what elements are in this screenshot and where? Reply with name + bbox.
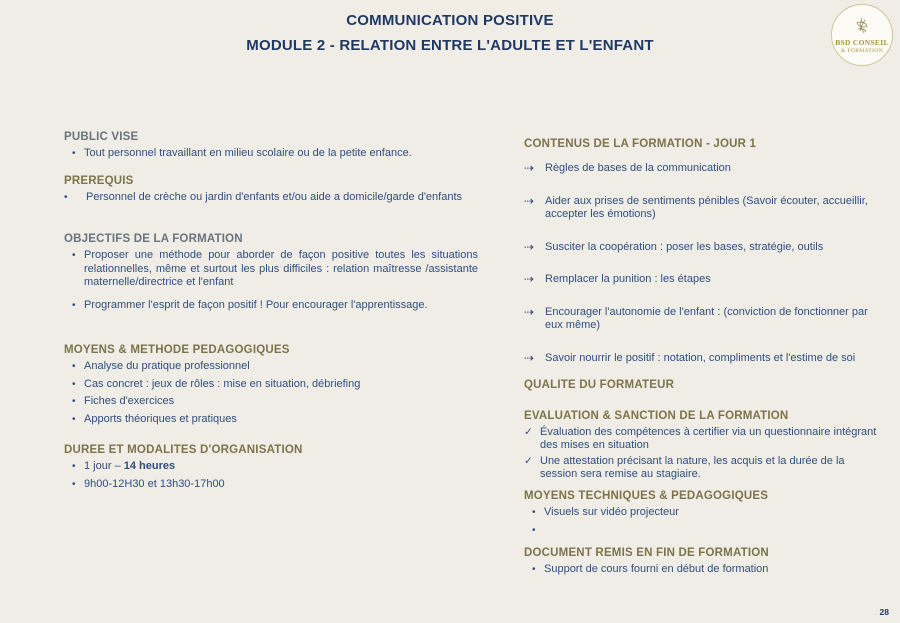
logo-subtitle: & FORMATION	[840, 47, 884, 54]
logo-emblem-icon	[853, 17, 871, 37]
list-item: • Programmer l'esprit de façon positif ! Pour encourager l'apprentissage.	[72, 298, 428, 311]
section-duree	[64, 444, 478, 491]
section-document-remis	[524, 547, 882, 577]
section-evaluation	[524, 410, 882, 481]
dashed-arrow-icon: ⇢	[524, 272, 535, 286]
section-title-qualite: QUALITE DU FORMATEUR	[524, 379, 675, 391]
bullet-icon: •	[72, 461, 76, 472]
list-item: ⇢ Aider aux prises de sentiments pénibles (Savoir écouter, accueillir, accepter les émotions)	[524, 193, 868, 220]
dashed-arrow-icon: ⇢	[524, 350, 535, 365]
bullet-icon: •	[532, 564, 536, 575]
dashed-arrow-icon: ⇢	[524, 193, 535, 208]
section-title-public-vise: PUBLIC VISE	[64, 131, 139, 143]
list-item: ⇢ Susciter la coopération : poser les bases, stratégie, outils	[524, 239, 824, 254]
section-title-moyens-methode: MOYENS & METHODE PEDAGOGIQUES	[64, 344, 290, 356]
section-title-document-remis: DOCUMENT REMIS EN FIN DE FORMATION	[524, 547, 769, 559]
bullet-icon: •	[532, 524, 536, 536]
list-item: ⇢ Encourager l'autonomie de l'enfant : (conviction de fonctionner par eux même)	[524, 304, 868, 331]
list-item: ⇢ Remplacer la punition : les étapes	[524, 272, 711, 286]
section-title-contenus: CONTENUS DE LA FORMATION - JOUR 1	[524, 138, 757, 150]
list-item: • Tout personnel travaillant en milieu scolaire ou de la petite enfance.	[72, 147, 412, 159]
section-title-moyens-techniques: MOYENS TECHNIQUES & PEDAGOGIQUES	[524, 490, 769, 502]
section-moyens-methode	[64, 344, 478, 426]
bullet-icon: •	[72, 250, 76, 261]
duree-hours: 14 heures	[123, 460, 176, 472]
section-prerequis	[64, 175, 478, 205]
section-objectifs	[64, 233, 478, 312]
bullet-icon: •	[532, 507, 536, 518]
list-item	[524, 524, 882, 538]
page-title: COMMUNICATION POSITIVE	[346, 12, 554, 29]
bullet-icon: •	[72, 148, 76, 159]
dashed-arrow-icon: ⇢	[524, 239, 535, 254]
bullet-icon: •	[72, 378, 76, 390]
bullet-icon: •	[72, 361, 76, 372]
list-item: ✓ Évaluation des compétences à certifier via un questionnaire intégrant des mises en situation	[524, 426, 877, 451]
bsd-conseil-logo	[831, 4, 893, 66]
list-item: • Personnel de crèche ou jardin d'enfants et/ou aide a domicile/garde d'enfants	[64, 191, 463, 203]
dashed-arrow-icon: ⇢	[524, 161, 535, 175]
bullet-icon: •	[72, 413, 76, 425]
bullet-icon: •	[64, 192, 68, 203]
section-title-objectifs: OBJECTIFS DE LA FORMATION	[64, 233, 243, 245]
section-title-duree: DUREE ET MODALITES D'ORGANISATION	[64, 444, 303, 456]
list-item	[64, 460, 478, 474]
header	[0, 8, 900, 58]
checkmark-icon: ✓	[524, 426, 533, 438]
duree-text: 1 jour –	[84, 460, 124, 472]
dashed-arrow-icon: ⇢	[524, 304, 535, 319]
list-item: • Support de cours fourni en début de formation	[532, 563, 769, 575]
list-item: • Apports théoriques et pratiques	[72, 412, 237, 425]
section-contenus	[524, 138, 882, 365]
bullet-icon: •	[72, 396, 76, 407]
section-title-evaluation: EVALUATION & SANCTION DE LA FORMATION	[524, 410, 789, 422]
list-item: • Fiches d'exercices	[72, 395, 175, 407]
list-item: • Visuels sur vidéo projecteur	[532, 506, 679, 518]
section-qualite	[524, 379, 882, 395]
section-title-prerequis: PREREQUIS	[64, 175, 134, 187]
section-public-vise	[64, 131, 478, 161]
list-item: • Analyse du pratique professionnel	[72, 360, 250, 372]
list-item: • Cas concret : jeux de rôles : mise en situation, débriefing	[72, 377, 361, 390]
checkmark-icon: ✓	[524, 455, 533, 467]
list-item: • 9h00-12H30 et 13h30-17h00	[72, 477, 225, 490]
logo-name: BSD CONSEIL	[835, 37, 889, 47]
list-item: ⇢ Savoir nourrir le positif : notation, compliments et l'estime de soi	[524, 350, 856, 365]
list-item: ⇢ Règles de bases de la communication	[524, 161, 731, 175]
list-item: • Proposer une méthode pour aborder de façon positive toutes les situations relationnelles, même et surtout les plus difficiles : relation maîtresse /assistante maternelle/directrice et l'enfant	[72, 249, 478, 288]
bullet-icon: •	[72, 478, 76, 490]
bullet-icon: •	[72, 299, 76, 311]
page-subtitle: MODULE 2 - RELATION ENTRE L'ADULTE ET L'ENFANT	[246, 37, 654, 54]
page-number: 28	[879, 607, 889, 617]
list-item: ✓ Une attestation précisant la nature, les acquis et la durée de la session sera remise au stagiaire.	[524, 455, 845, 480]
section-moyens-techniques	[524, 490, 882, 537]
